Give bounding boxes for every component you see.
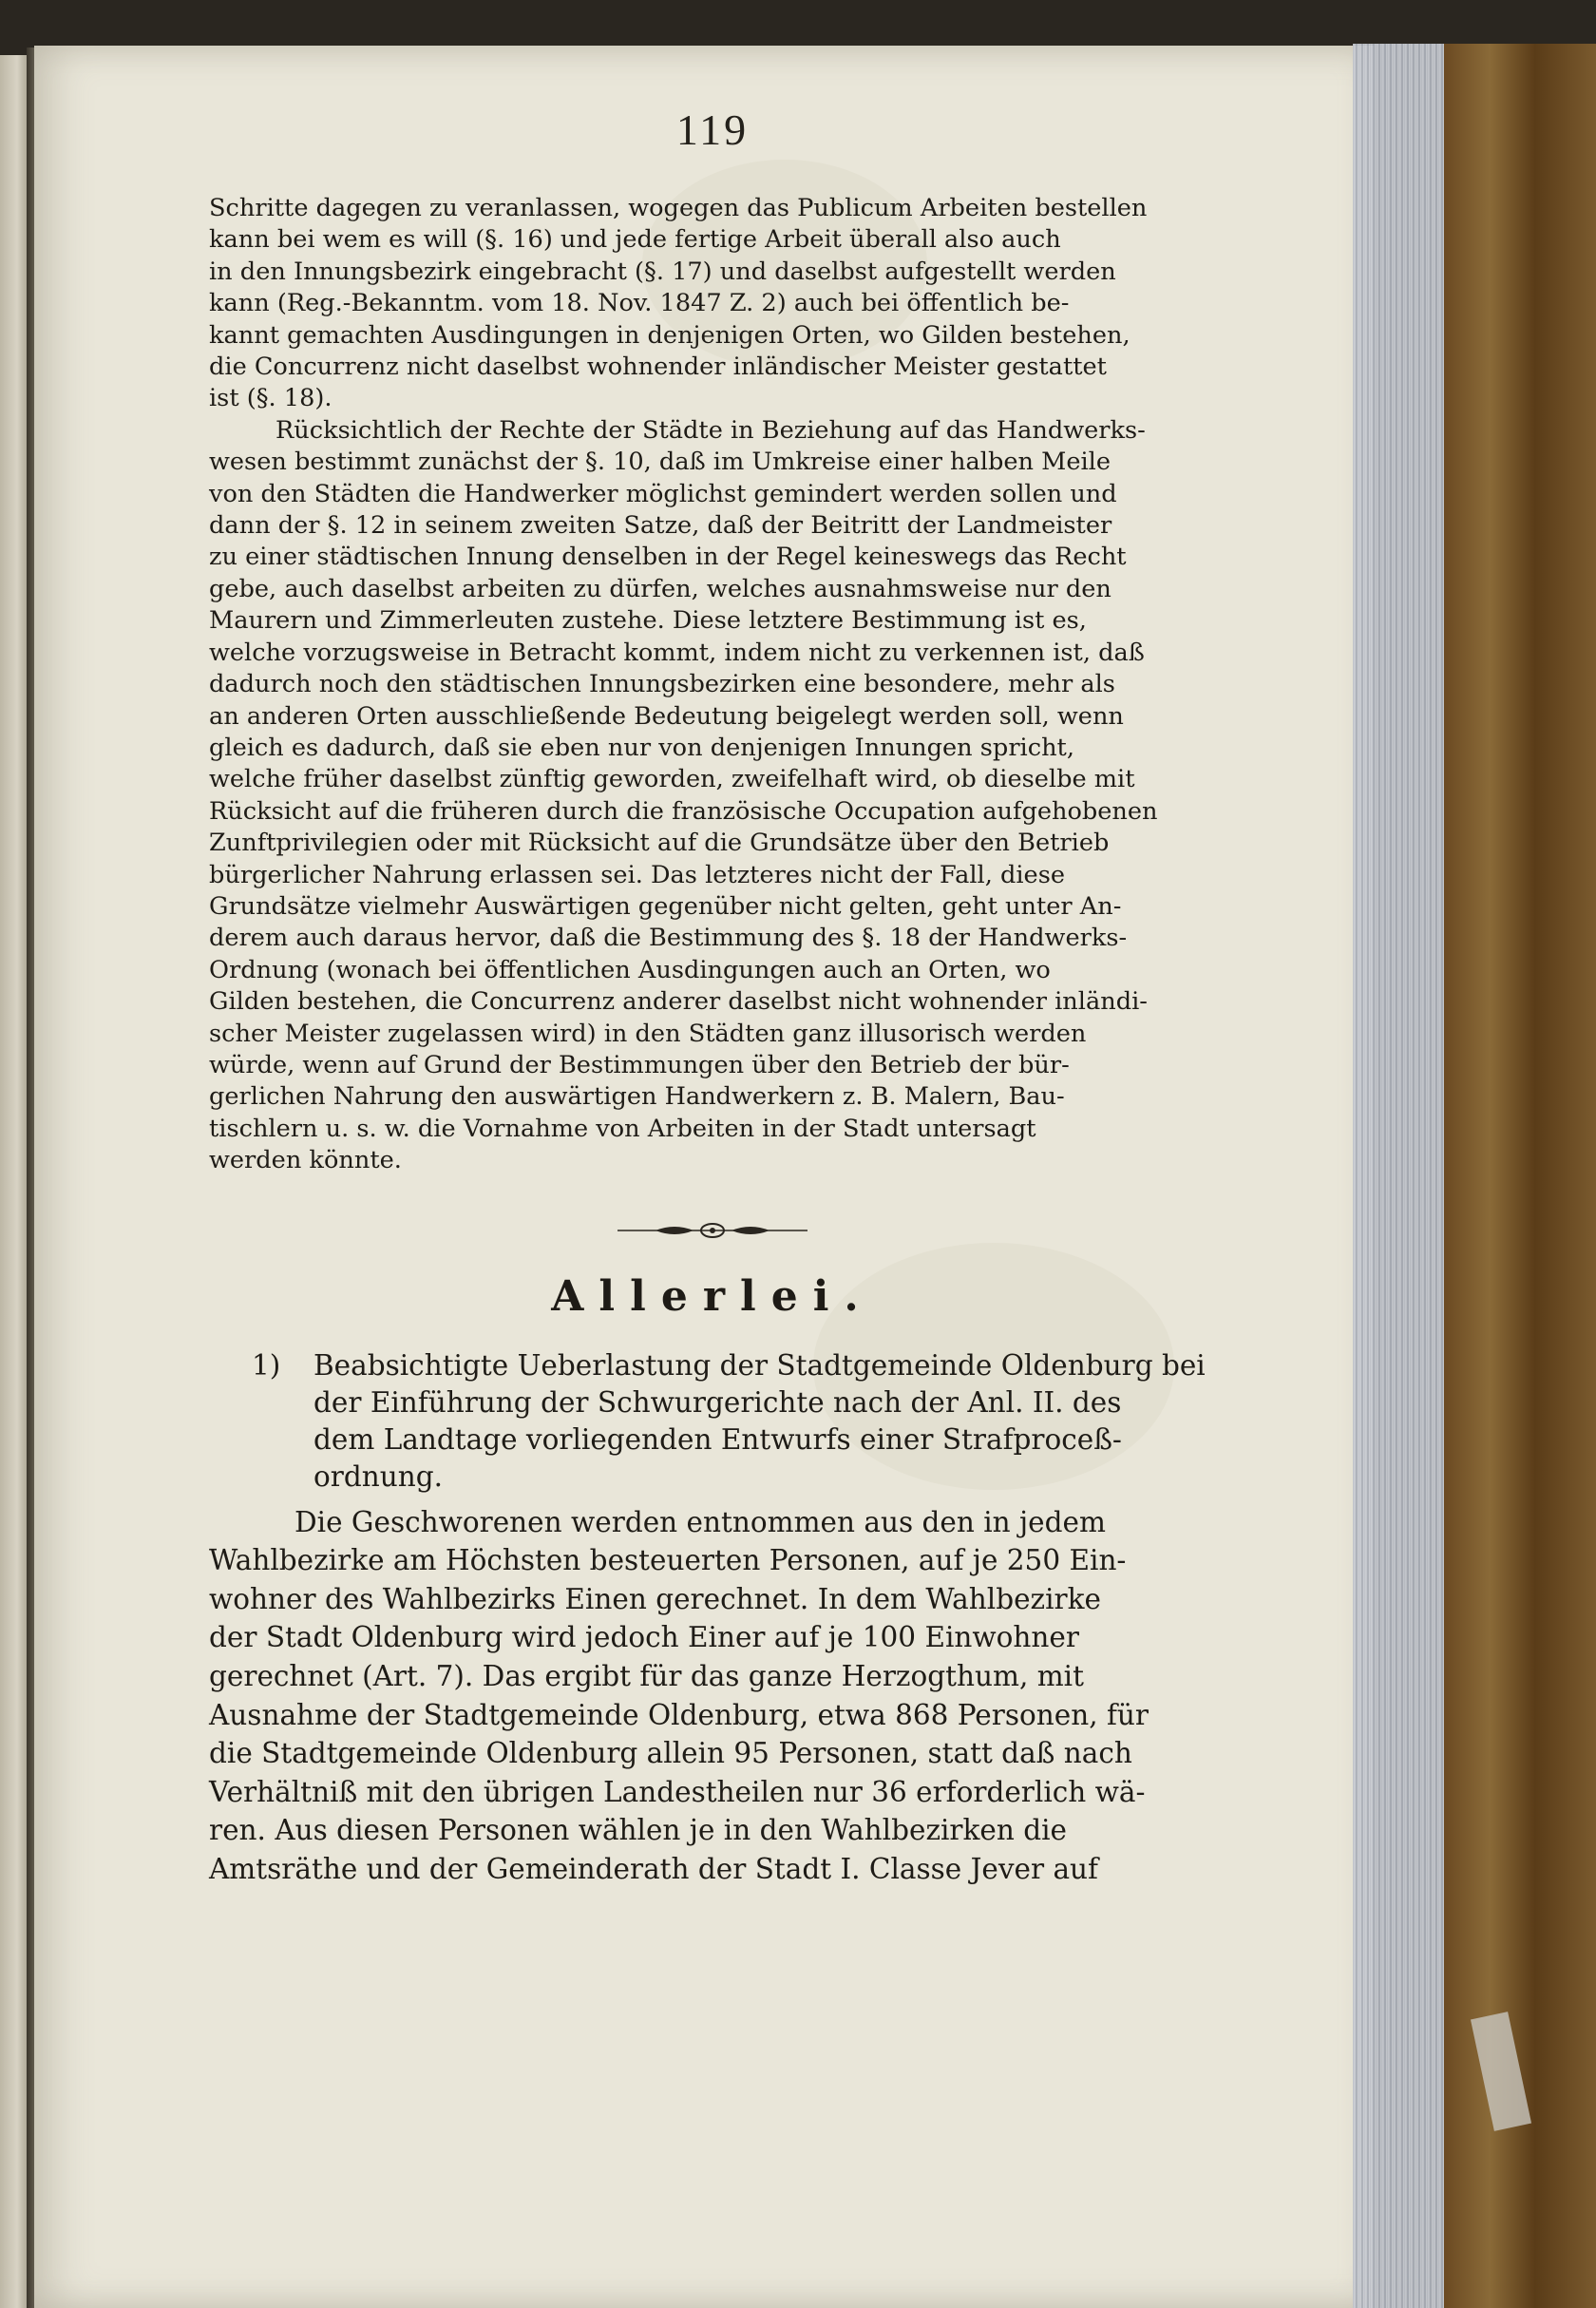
list-item (209, 1347, 1216, 1496)
section-title: Allerlei. (551, 1271, 874, 1321)
page-content (209, 105, 1216, 1889)
paragraph-jurors: Die Geschworenen werden entnommen aus den in jedem Wahlbezirke am Höchsten besteuerten Personen, auf je 250 Ein- wohner des Wahlbezirks Einen gerechnet. In dem Wahlbezirke der Stadt Oldenburg wird jedoch Einer auf je 100 Einwohner gerechnet (Art. 7). Das ergibt für das ganze Herzogthum, mit Ausnahme der Stadtgemeinde Oldenburg, etwa 868 Personen, für die Stadtgemeinde Oldenburg allein 95 Personen, statt daß nach Verhältniß mit den übrigen Landestheilen nur 36 erforderlich wä- ren. Aus diesen Personen wählen je in den Wahlbezirken die Amtsräthe und der Gemeinderath der Stadt I. Classe Jever auf (209, 1505, 1149, 1885)
ornament-icon (618, 1219, 808, 1242)
item-number: 1) (252, 1348, 281, 1382)
page-number: 119 (675, 105, 750, 154)
page-block-edge (1353, 44, 1448, 2308)
facing-page-edge (0, 55, 28, 2308)
book-cover (1444, 44, 1596, 2308)
item-text: Beabsichtigte Ueberlastung der Stadtgemeinde Oldenburg bei der Einführung der Schwurgerichte nach der Anl. II. des dem Landtage vorliegenden Entwurfs einer Strafproceß- ordnung. (314, 1348, 1206, 1493)
paragraph-city-rights: Rücksichtlich der Rechte der Städte in Beziehung auf das Handwerks- wesen bestimmt zunächst der §. 10, daß im Umkreise einer halben Meile von den Städten die Handwerker möglichst gemindert werden sollen und dann der §. 12 in seinem zweiten Satze, daß der Beitritt der Landmeister zu einer städtischen Innung denselben in der Regel keineswegs das Recht gebe, auch daselbst arbeiten zu dürfen, welches ausnahmsweise nur den Maurern und Zimmerleuten zustehe. Diese letztere Bestimmung ist es, welche vorzugsweise in Betracht kommt, indem nicht zu verkennen ist, daß dadurch noch den städtischen Innungsbezirken eine besondere, mehr als an anderen Orten ausschließende Bedeutung beigelegt werden soll, wenn gleich es dadurch, daß sie eben nur von denjenigen Innungen spricht, welche früher daselbst zünftig geworden, zweifelhaft wird, ob dieselbe mit Rücksicht auf die früheren durch die französische Occupation aufgehobenen Zunftprivilegien oder mit Rücksicht auf die Grundsätze über den Betrieb bürgerlicher Nahrung erlassen sei. Das letzteres nicht der Fall, diese Grundsätze vielmehr Auswärtigen gegenüber nicht gelten, geht unter An- derem auch daraus hervor, daß die Bestimmung des §. 18 der Handwerks- Ordnung (wonach bei öffentlichen Ausdingungen auch an Orten, wo Gilden bestehen, die Concurrenz anderer daselbst nicht wohnender inländi- scher Meister zugelassen wird) in den Städten ganz illusorisch werden würde, wenn auf Grund der Bestimmungen über den Betrieb der bür- gerlichen Nahrung den auswärtigen Handwerkern z. B. Malern, Bau- tischlern u. s. w. die Vornahme von Arbeiten in der Stadt untersagt werden könnte. (209, 415, 1158, 1175)
paragraph-continuation: Schritte dagegen zu veranlassen, wogegen das Publicum Arbeiten bestellen kann bei wem es will (§. 16) und jede fertige Arbeit überall also auch in den Innungsbezirk eingebracht (§. 17) und daselbst aufgestellt werden kann (Reg.-Bekanntm. vom 18. Nov. 1847 Z. 2) auch bei öffentlich be- kannt gemachten Ausdingungen in denjenigen Orten, wo Gilden bestehen, die Concurrenz nicht daselbst wohnender inländischer Meister gestattet ist (§. 18). (209, 194, 1148, 413)
